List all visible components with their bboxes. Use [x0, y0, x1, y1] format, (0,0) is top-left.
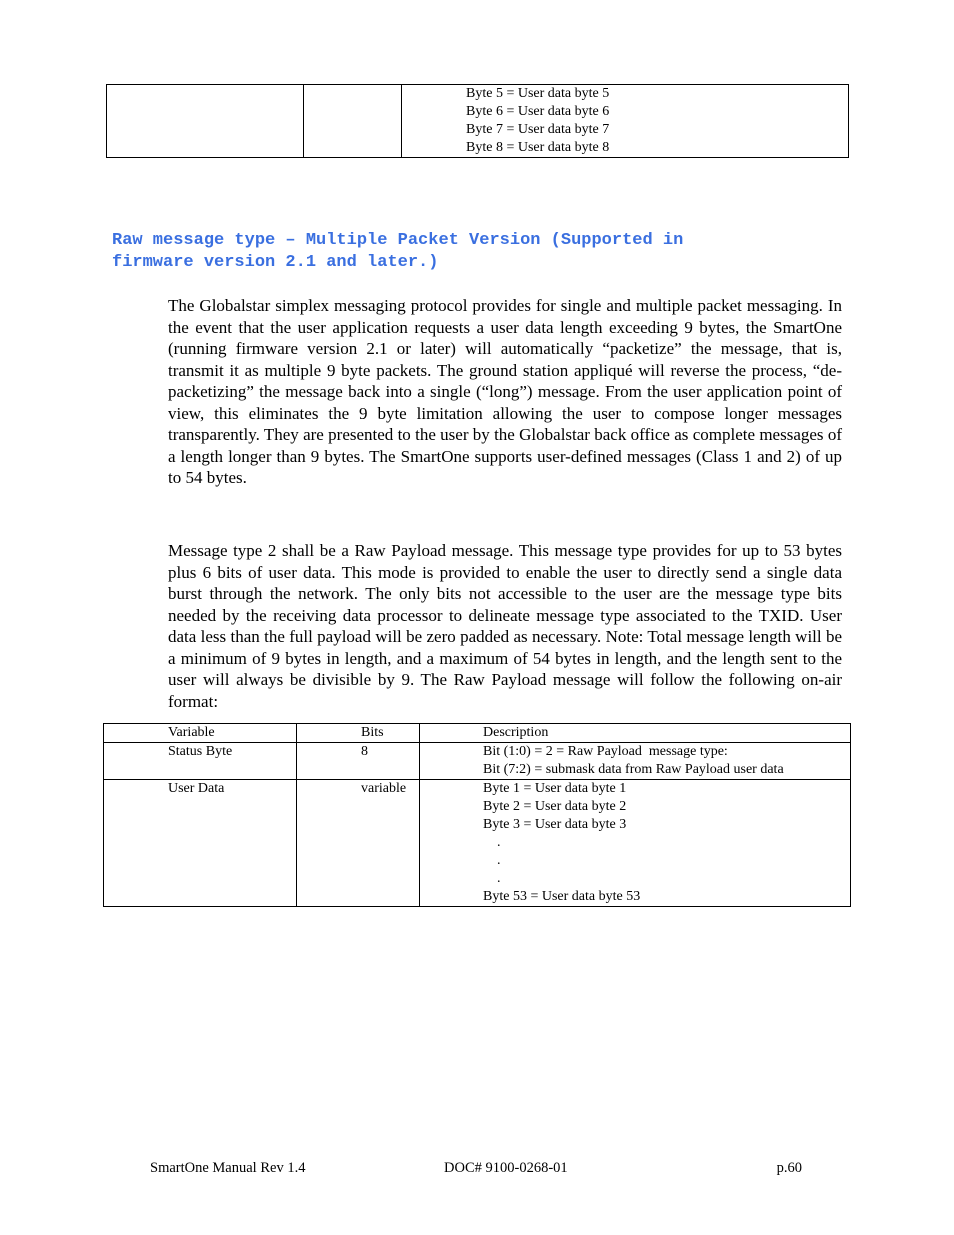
byte-line: Byte 7 = User data byte 7	[466, 122, 610, 137]
raw-payload-format-table	[103, 723, 851, 907]
user-data-variable: User Data	[104, 780, 297, 907]
user-data-bits: variable	[297, 780, 420, 907]
desc-line: Byte 53 = User data byte 53	[483, 889, 641, 904]
byte-line: Byte 8 = User data byte 8	[466, 140, 610, 155]
section-heading	[112, 230, 832, 274]
status-description	[420, 743, 851, 780]
desc-line: Byte 1 = User data byte 1	[483, 781, 627, 796]
footer-manual-rev: SmartOne Manual Rev 1.4	[150, 1160, 306, 1176]
ellipsis-dot: .	[497, 871, 501, 886]
header-bits: Bits	[297, 724, 420, 743]
desc-line: Bit (1:0) = 2 = Raw Payload message type:	[483, 744, 728, 759]
ellipsis-dot: .	[497, 835, 501, 850]
byte-line: Byte 5 = User data byte 5	[466, 86, 610, 101]
table-row	[107, 85, 849, 158]
desc-line: Bit (7:2) = submask data from Raw Payload user data	[483, 762, 784, 777]
body-paragraph-packetizing: The Globalstar simplex messaging protocol provides for single and multiple packet messaging. In the event that the user application requests a user data length exceeding 9 bytes, the SmartOne (running firmware version 2.1 or later) will automatically “packetize” the message, that is, transmit it as multiple 9 byte packets. The ground station appliqué will reverse the process, “de-packetizing” the message back into a single (“long”) message. From the user application point of view, this eliminates the 9 byte limitation allowing the user to compose longer messages transparently. They are presented to the user by the Globalstar back office as complete messages of a length longer than 9 bytes. The SmartOne supports user-defined messages (Class 1 and 2) of up to 54 bytes.	[168, 296, 842, 487]
table-row	[104, 780, 851, 907]
footer-page-number: p.60	[776, 1160, 802, 1176]
header-description: Description	[420, 724, 851, 743]
desc-line: Byte 3 = User data byte 3	[483, 817, 627, 832]
table-header-row	[104, 724, 851, 743]
ellipsis-dot: .	[497, 853, 501, 868]
continued-byte-table	[106, 84, 849, 158]
footer-doc-number: DOC# 9100-0268-01	[444, 1160, 568, 1176]
table-cell-empty	[107, 85, 304, 158]
table-row	[104, 743, 851, 780]
body-paragraph-raw-payload: Message type 2 shall be a Raw Payload message. This message type provides for up to 53 bytes plus 6 bits of user data. This mode is provided to enable the user to directly send a single data burst through the network. The only bits not accessible to the user are the message type bits needed by the receiving data processor to delineate message type associated to the TXID. User data less than the full payload will be zero padded as necessary. Note: Total message length will be a minimum of 9 bytes in length, and a maximum of 54 bytes in length, and the length sent to the user will always be divisible by 9. The Raw Payload message will follow the following on-air format:	[168, 541, 842, 711]
table-cell-empty	[304, 85, 402, 158]
heading-line-1: Raw message type – Multiple Packet Version (Supported in	[112, 231, 684, 250]
heading-line-2: firmware version 2.1 and later.)	[112, 253, 439, 272]
byte-list-cell	[402, 85, 849, 158]
header-variable: Variable	[104, 724, 297, 743]
desc-line: Byte 2 = User data byte 2	[483, 799, 627, 814]
status-variable: Status Byte	[104, 743, 297, 780]
status-bits: 8	[297, 743, 420, 780]
byte-line: Byte 6 = User data byte 6	[466, 104, 610, 119]
user-data-description	[420, 780, 851, 907]
